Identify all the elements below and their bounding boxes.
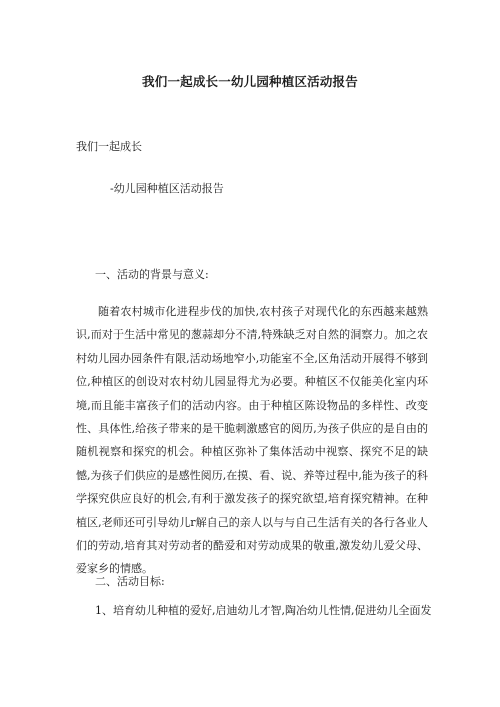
section-heading-background: 一、活动的背景与意义: [95,268,209,281]
goal-item: 1、培育幼儿种植的爱好,启迪幼儿才智,陶冶幼儿性情,促进幼儿全面发 [95,604,432,617]
document-title: 我们一起成长一幼儿园种植区活动报告 [142,74,358,89]
report-subheading: -幼儿园种植区活动报告 [110,182,224,195]
report-heading: 我们一起成长 [76,140,142,153]
background-paragraph: 随着农村城市化进程步伐的加快,农村孩子对现代化的东西越来越熟识,而对于生活中常见的葱蒜却分不清,特殊缺乏对自然的洞察力。加之农村幼儿园办园条件有限,活动场地窄小,功能室不全,区角活动开展得不够到位,种植区的创设对农村幼儿园显得尤为必要。种植区不仅能美化室内环境,而且能丰富孩子们的活动内容。由于种植区陈设物品的多样性、改变性、具体性,给孩子带来的是干脆刺激感官的阅历,为孩子供应的是自由的随机视察和探究的机会。种植区弥补了集体活动中视察、探究不足的缺憾,为孩子们供应的是感性阅历,在摸、看、说、养等过程中,能为孩子的科学探究供应良好的机会,有利于激发孩子的探究欲望,培育探究精神。在种植区,老师还可引导幼儿r解自己的亲人以与与自己生活有关的各行各业人们的劳动,培育其对劳动者的酷爱和对劳动成果的敬重,激发幼儿爱父母、爱家乡的情感。 [76,305,428,576]
section-heading-goals: 二、活动目标: [95,575,165,588]
